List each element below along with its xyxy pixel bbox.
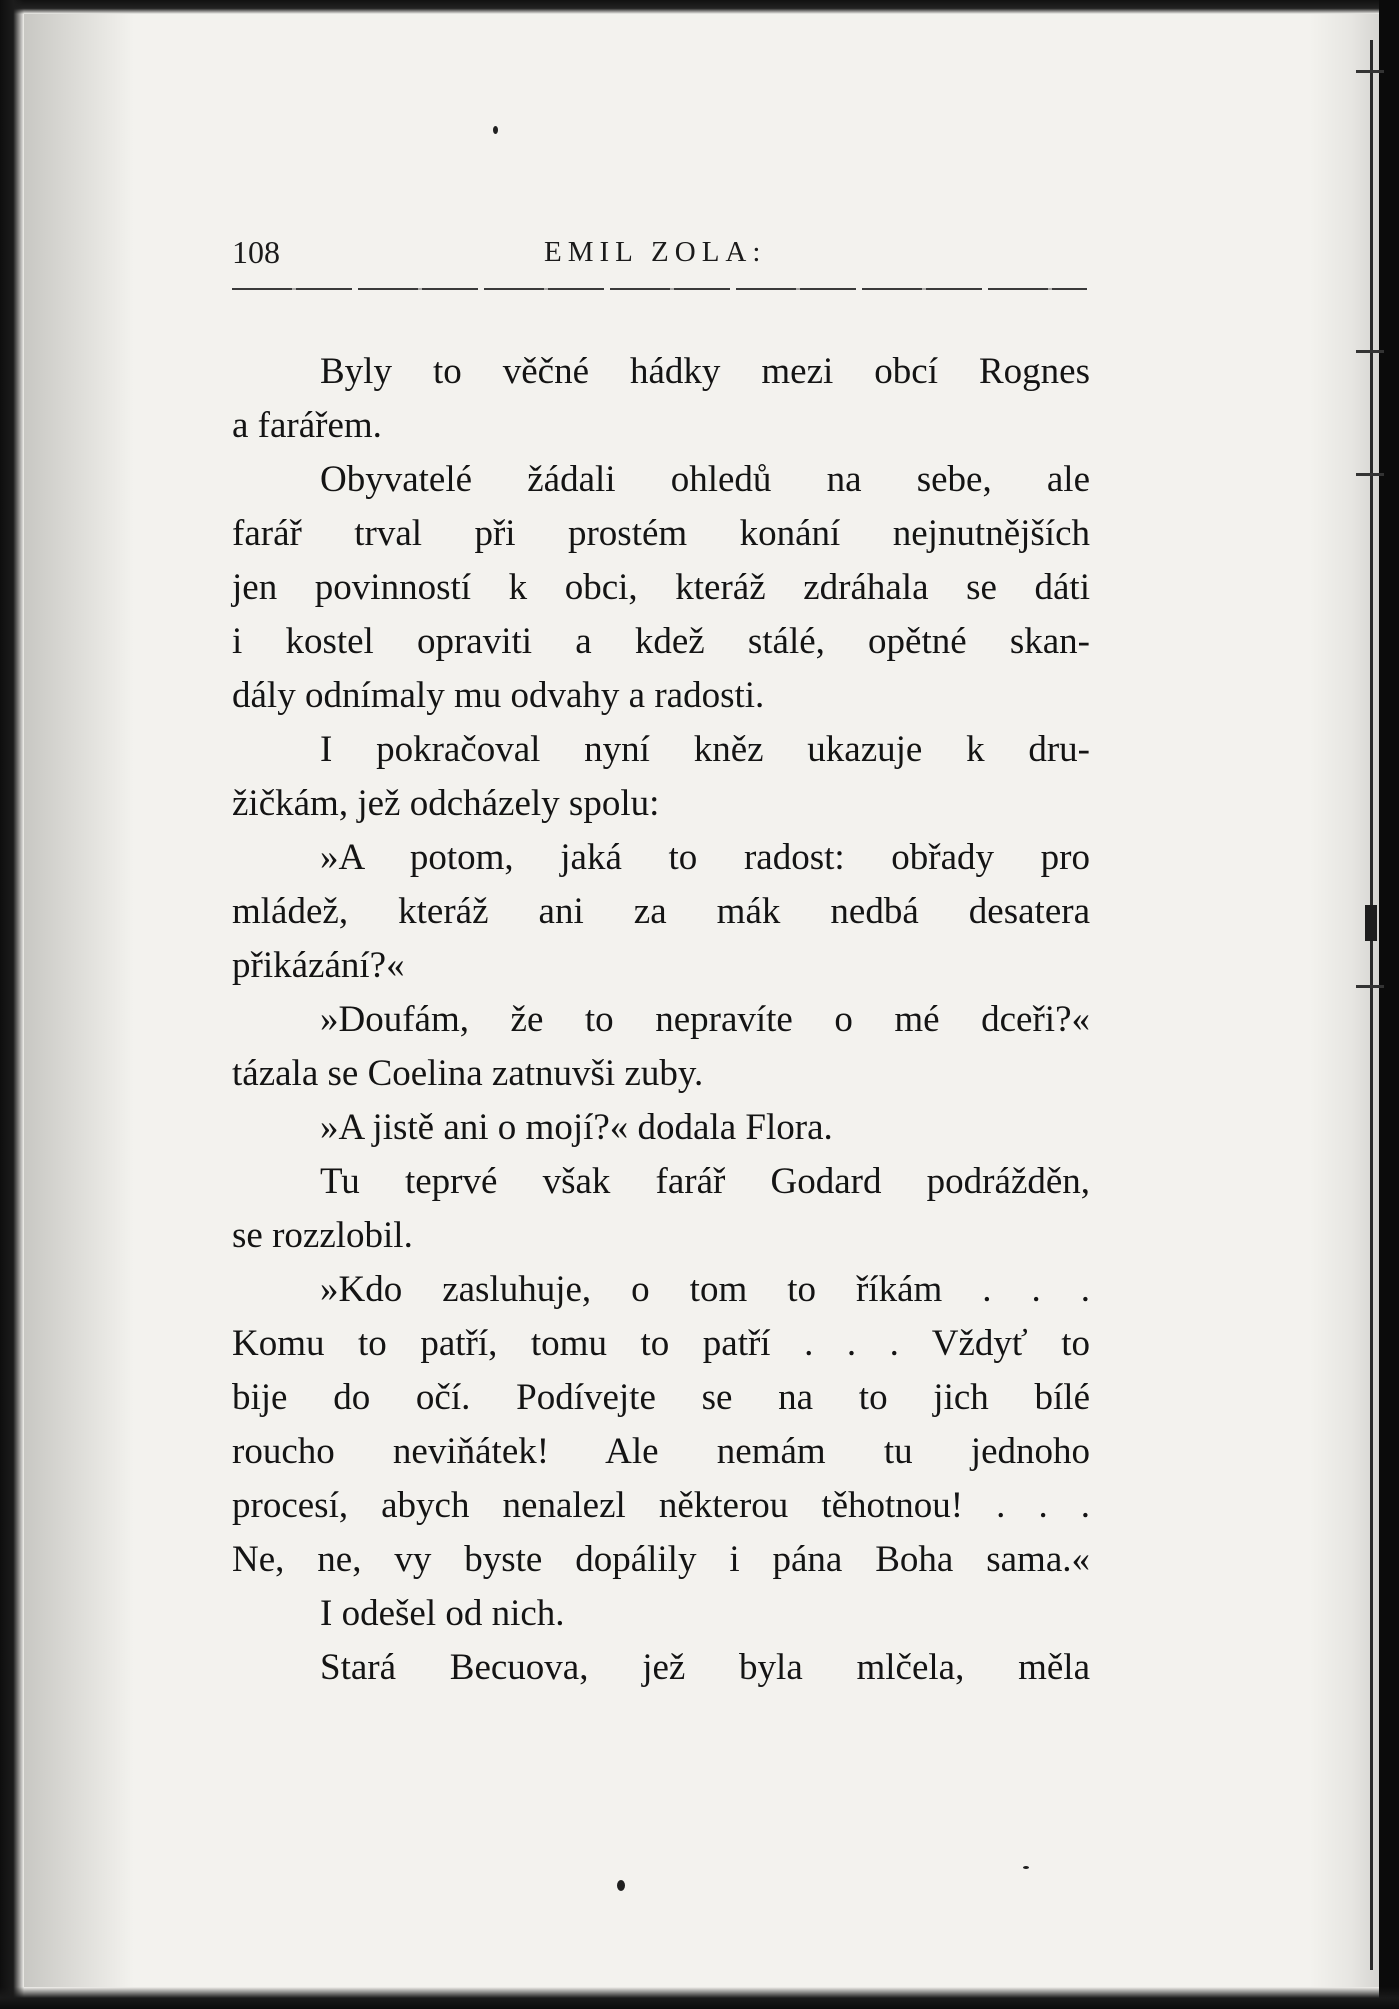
binding-tick	[1356, 985, 1384, 988]
page-shadow	[24, 14, 134, 1987]
text-line: Obyvatelé žádali ohledů na sebe, ale	[320, 459, 1090, 500]
binding-rule	[1370, 40, 1373, 1970]
text-line: bije do očí. Podívejte se na to jich bílé	[232, 1377, 1090, 1418]
gutter-shading	[1309, 14, 1379, 1987]
text-line: dály odnímaly mu odvahy a radosti.	[232, 675, 765, 716]
text-line: »Doufám, že to nepravíte o mé dceři?«	[320, 999, 1090, 1040]
text-line: se rozzlobil.	[232, 1215, 413, 1256]
text-line: Byly to věčné hádky mezi obcí Rognes	[320, 351, 1090, 392]
scan-border-left	[0, 0, 24, 2009]
text-line: Stará Becuova, jež byla mlčela, měla	[320, 1647, 1090, 1688]
binding-tick	[1356, 70, 1384, 73]
text-line: »Kdo zasluhuje, o tom to říkám . . .	[320, 1269, 1090, 1310]
text-line: přikázání?«	[232, 945, 405, 986]
text-line: tázala se Coelina zatnuvši zuby.	[232, 1053, 704, 1094]
text-line: farář trval při prostém konání nejnutnějších	[232, 513, 1090, 554]
dust-speck	[493, 126, 498, 134]
text-line: procesí, abych nenalezl některou těhotnou! . . .	[232, 1485, 1090, 1526]
text-line: mládež, kteráž ani za mák nedbá desatera	[232, 891, 1090, 932]
binding-knob	[1365, 905, 1377, 941]
text-line: Tu teprvé však farář Godard podrážděn,	[320, 1161, 1090, 1202]
text-line: »A jistě ani o mojí?« dodala Flora.	[320, 1107, 833, 1148]
text-line: I odešel od nich.	[320, 1593, 565, 1634]
binding-tick	[1356, 350, 1384, 353]
text-line: i kostel opraviti a kdež stálé, opětné skan-	[232, 621, 1090, 662]
page-number: 108	[232, 234, 280, 270]
text-line: I pokračoval nyní kněz ukazuje k dru-	[320, 729, 1090, 770]
header-rule	[232, 288, 1087, 290]
dust-speck	[617, 1880, 625, 1891]
binding-tick	[1356, 473, 1384, 476]
text-line: jen povinností k obci, kteráž zdráhala se dáti	[232, 567, 1090, 608]
running-head: EMIL ZOLA:	[544, 236, 767, 268]
text-line: roucho neviňátek! Ale nemám tu jednoho	[232, 1431, 1090, 1472]
text-line: žičkám, jež odcházely spolu:	[232, 783, 660, 824]
scan-border-bottom	[0, 1987, 1399, 2009]
text-line: Komu to patří, tomu to patří . . . Vždyť to	[232, 1323, 1090, 1364]
text-line: a farářem.	[232, 405, 382, 446]
dust-speck	[1023, 1866, 1029, 1869]
text-line: Ne, ne, vy byste dopálily i pána Boha sama.«	[232, 1539, 1090, 1580]
scan-border-right	[1379, 0, 1399, 2009]
scan-border-top	[0, 0, 1399, 14]
text-line: »A potom, jaká to radost: obřady pro	[320, 837, 1090, 878]
page-header	[232, 234, 1092, 278]
